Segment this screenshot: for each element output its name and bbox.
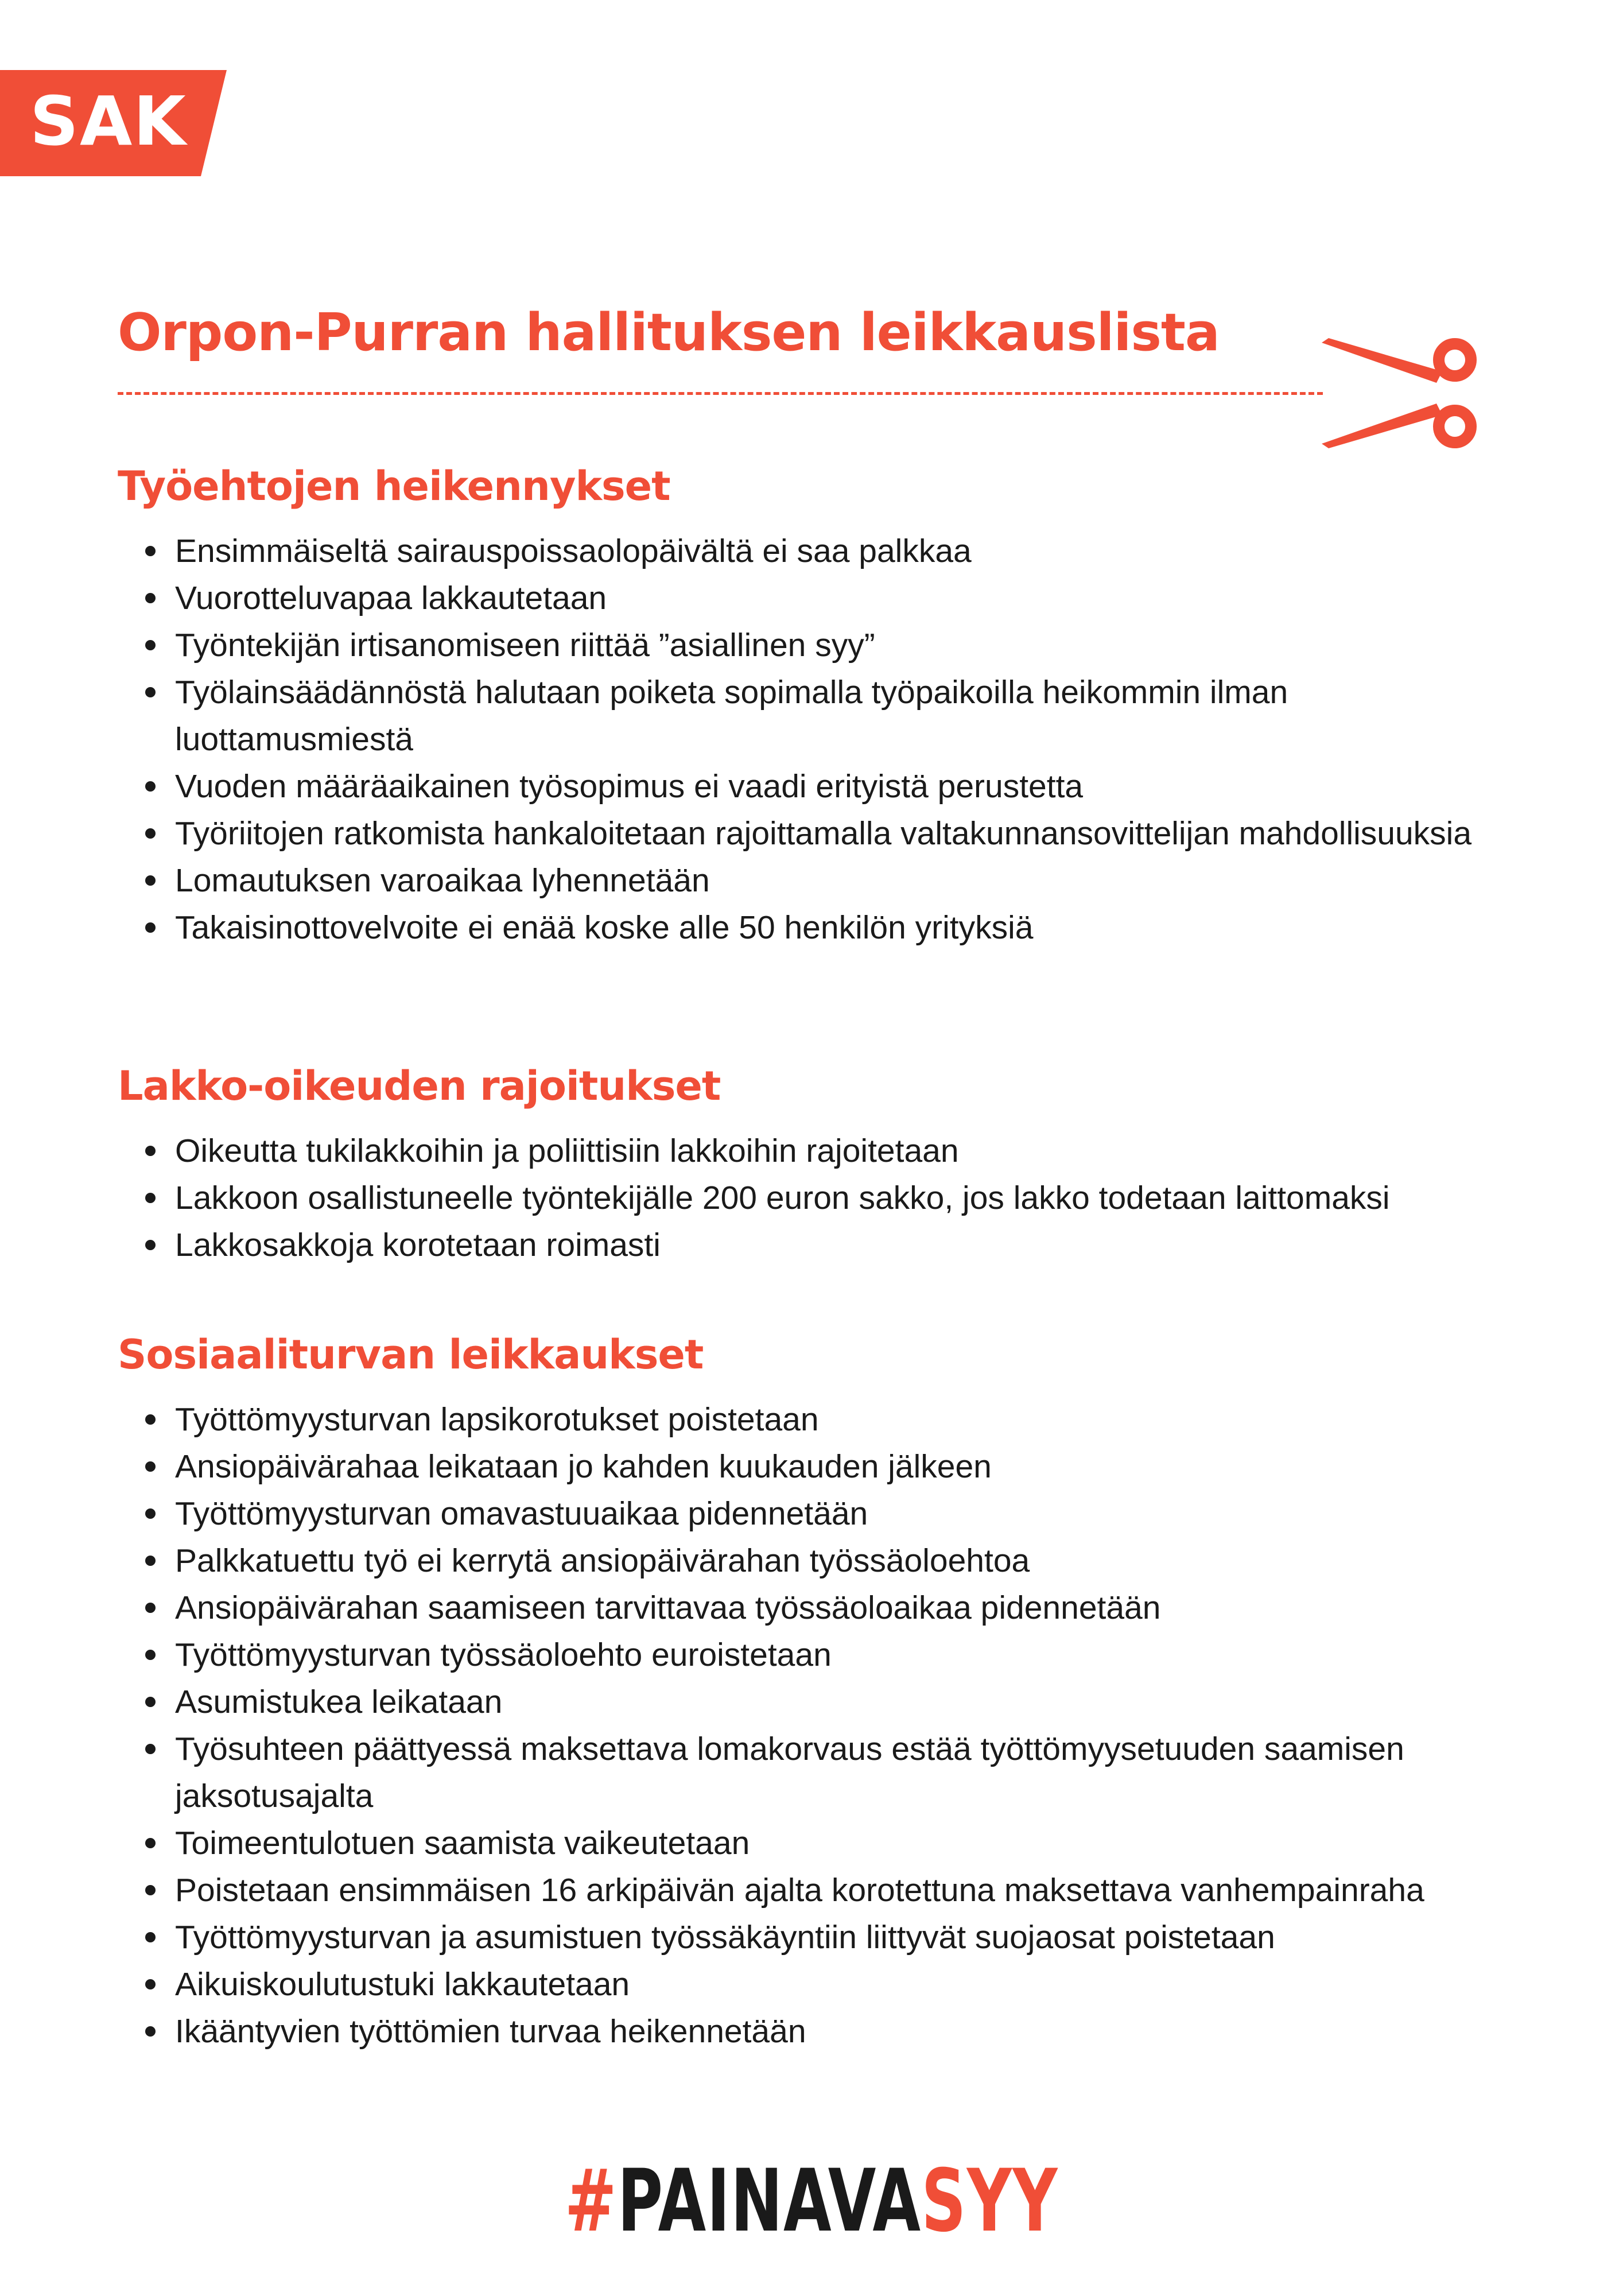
list-item-text: Työttömyysturvan lapsikorotukset poistetaan <box>175 1401 819 1438</box>
list-item-text: Lakkoon osallistuneelle työntekijälle 200 euron sakko, jos lakko todetaan laittomaksi <box>175 1180 1390 1216</box>
list-item-text: Ansiopäivärahan saamiseen tarvittavaa työssäoloaikaa pidennetään <box>175 1589 1161 1626</box>
list-item <box>118 1584 1524 1631</box>
list-item-text: Takaisinottovelvoite ei enää koske alle 50 henkilön yrityksiä <box>175 909 1034 946</box>
list-item <box>118 669 1524 763</box>
section-heading: Lakko-oikeuden rajoitukset <box>118 1062 721 1110</box>
list-item <box>118 857 1524 904</box>
list-item <box>118 763 1524 810</box>
scissors-icon <box>1317 336 1484 451</box>
bullet-icon <box>145 593 156 603</box>
bullet-icon <box>145 1414 156 1425</box>
list-item <box>118 810 1524 857</box>
section-heading: Työehtojen heikennykset <box>118 463 670 510</box>
list-item <box>118 1961 1524 2008</box>
list-item <box>118 904 1524 951</box>
hashtag-part-syy: SYY <box>921 2151 1059 2251</box>
bullet-icon <box>145 1193 156 1203</box>
list-item-text: Ansiopäivärahaa leikataan jo kahden kuukauden jälkeen <box>175 1448 992 1485</box>
list-item <box>118 1396 1524 1443</box>
list-item-text: Työttömyysturvan omavastuuaikaa pidennetään <box>175 1495 868 1532</box>
list-item <box>118 1174 1524 1221</box>
list-item-text: Ikääntyvien työttömien turvaa heikennetään <box>175 2013 806 2050</box>
list-item <box>118 1221 1524 1269</box>
page-title: Orpon-Purran hallituksen leikkauslista <box>118 302 1220 363</box>
list-item <box>118 1631 1524 1678</box>
title-block <box>118 303 1323 363</box>
bullet-icon <box>145 687 156 697</box>
list-item-text: Työntekijän irtisanomiseen riittää ”asiallinen syy” <box>175 627 875 664</box>
bullet-icon <box>145 875 156 886</box>
list-item <box>118 1443 1524 1490</box>
bullet-icon <box>145 781 156 792</box>
list-item <box>118 1127 1524 1174</box>
list-item-text: Poistetaan ensimmäisen 16 arkipäivän ajalta korotettuna maksettava vanhempainraha <box>175 1872 1424 1909</box>
list-item <box>118 1537 1524 1584</box>
list-item-text: Palkkatuettu työ ei kerrytä ansiopäivärahan työssäoloehtoa <box>175 1542 1030 1579</box>
list-item-text: Työttömyysturvan työssäoloehto euroistetaan <box>175 1636 832 1673</box>
bullet-icon <box>145 1146 156 1156</box>
section-work-conditions <box>118 462 1524 951</box>
bullet-icon <box>145 1603 156 1613</box>
bullet-icon <box>145 546 156 556</box>
list-item <box>118 622 1524 669</box>
bullet-icon <box>145 1650 156 1660</box>
bullet-icon <box>145 1697 156 1707</box>
list-item <box>118 1490 1524 1537</box>
bullet-icon <box>145 922 156 933</box>
list-item <box>118 1867 1524 1914</box>
bullet-icon <box>145 1932 156 1942</box>
list-item-text: Työlainsäädännöstä halutaan poiketa sopimalla työpaikoilla heikommin ilman luottamusmiestä <box>175 674 1288 758</box>
bullet-list <box>118 528 1524 951</box>
list-item-text: Ensimmäiseltä sairauspoissaolopäivältä ei saa palkkaa <box>175 533 972 569</box>
list-item-text: Työttömyysturvan ja asumistuen työssäkäyntiin liittyvät suojaosat poistetaan <box>175 1919 1275 1956</box>
bullet-list <box>118 1127 1524 1269</box>
hashtag-part-painava: PAINAVA <box>617 2151 922 2251</box>
list-item <box>118 1914 1524 1961</box>
cut-line-divider <box>118 392 1323 395</box>
list-item-text: Työriitojen ratkomista hankaloitetaan rajoittamalla valtakunnansovittelijan mahdollisuuksia <box>175 815 1472 852</box>
list-item <box>118 575 1524 622</box>
bullet-icon <box>145 1556 156 1566</box>
hashtag-symbol: # <box>564 2151 618 2251</box>
bullet-icon <box>145 1744 156 1754</box>
bullet-icon <box>145 1838 156 1848</box>
list-item-text: Toimeentulotuen saamista vaikeutetaan <box>175 1825 750 1861</box>
section-heading: Sosiaaliturvan leikkaukset <box>118 1331 704 1378</box>
list-item-text: Vuorotteluvapaa lakkautetaan <box>175 580 607 616</box>
list-item <box>118 1725 1524 1820</box>
bullet-icon <box>145 1508 156 1519</box>
list-item-text: Työsuhteen päättyessä maksettava lomakorvaus estää työttömyysetuuden saamisen jaksotusajalta <box>175 1731 1404 1814</box>
bullet-icon <box>145 1885 156 1895</box>
list-item-text: Lomautuksen varoaikaa lyhennetään <box>175 862 710 899</box>
hashtag-footer <box>227 2151 1396 2251</box>
bullet-icon <box>145 2026 156 2037</box>
list-item-text: Asumistukea leikataan <box>175 1684 503 1720</box>
list-item-text: Oikeutta tukilakkoihin ja poliittisiin lakkoihin rajoitetaan <box>175 1133 959 1169</box>
list-item-text: Lakkosakkoja korotetaan roimasti <box>175 1227 661 1263</box>
list-item-text: Aikuiskoulutustuki lakkautetaan <box>175 1966 630 2003</box>
bullet-icon <box>145 828 156 839</box>
sak-logo <box>0 70 230 176</box>
bullet-list <box>118 1396 1524 2055</box>
list-item-text: Vuoden määräaikainen työsopimus ei vaadi erityistä perustetta <box>175 768 1084 805</box>
logo-text: SAK <box>30 82 187 161</box>
list-item <box>118 2008 1524 2055</box>
list-item <box>118 1678 1524 1725</box>
bullet-icon <box>145 1240 156 1250</box>
section-strike-rights <box>118 1062 1524 1269</box>
list-item <box>118 528 1524 575</box>
bullet-icon <box>145 640 156 650</box>
bullet-icon <box>145 1979 156 1989</box>
list-item <box>118 1820 1524 1867</box>
section-social-security <box>118 1331 1524 2055</box>
bullet-icon <box>145 1461 156 1472</box>
